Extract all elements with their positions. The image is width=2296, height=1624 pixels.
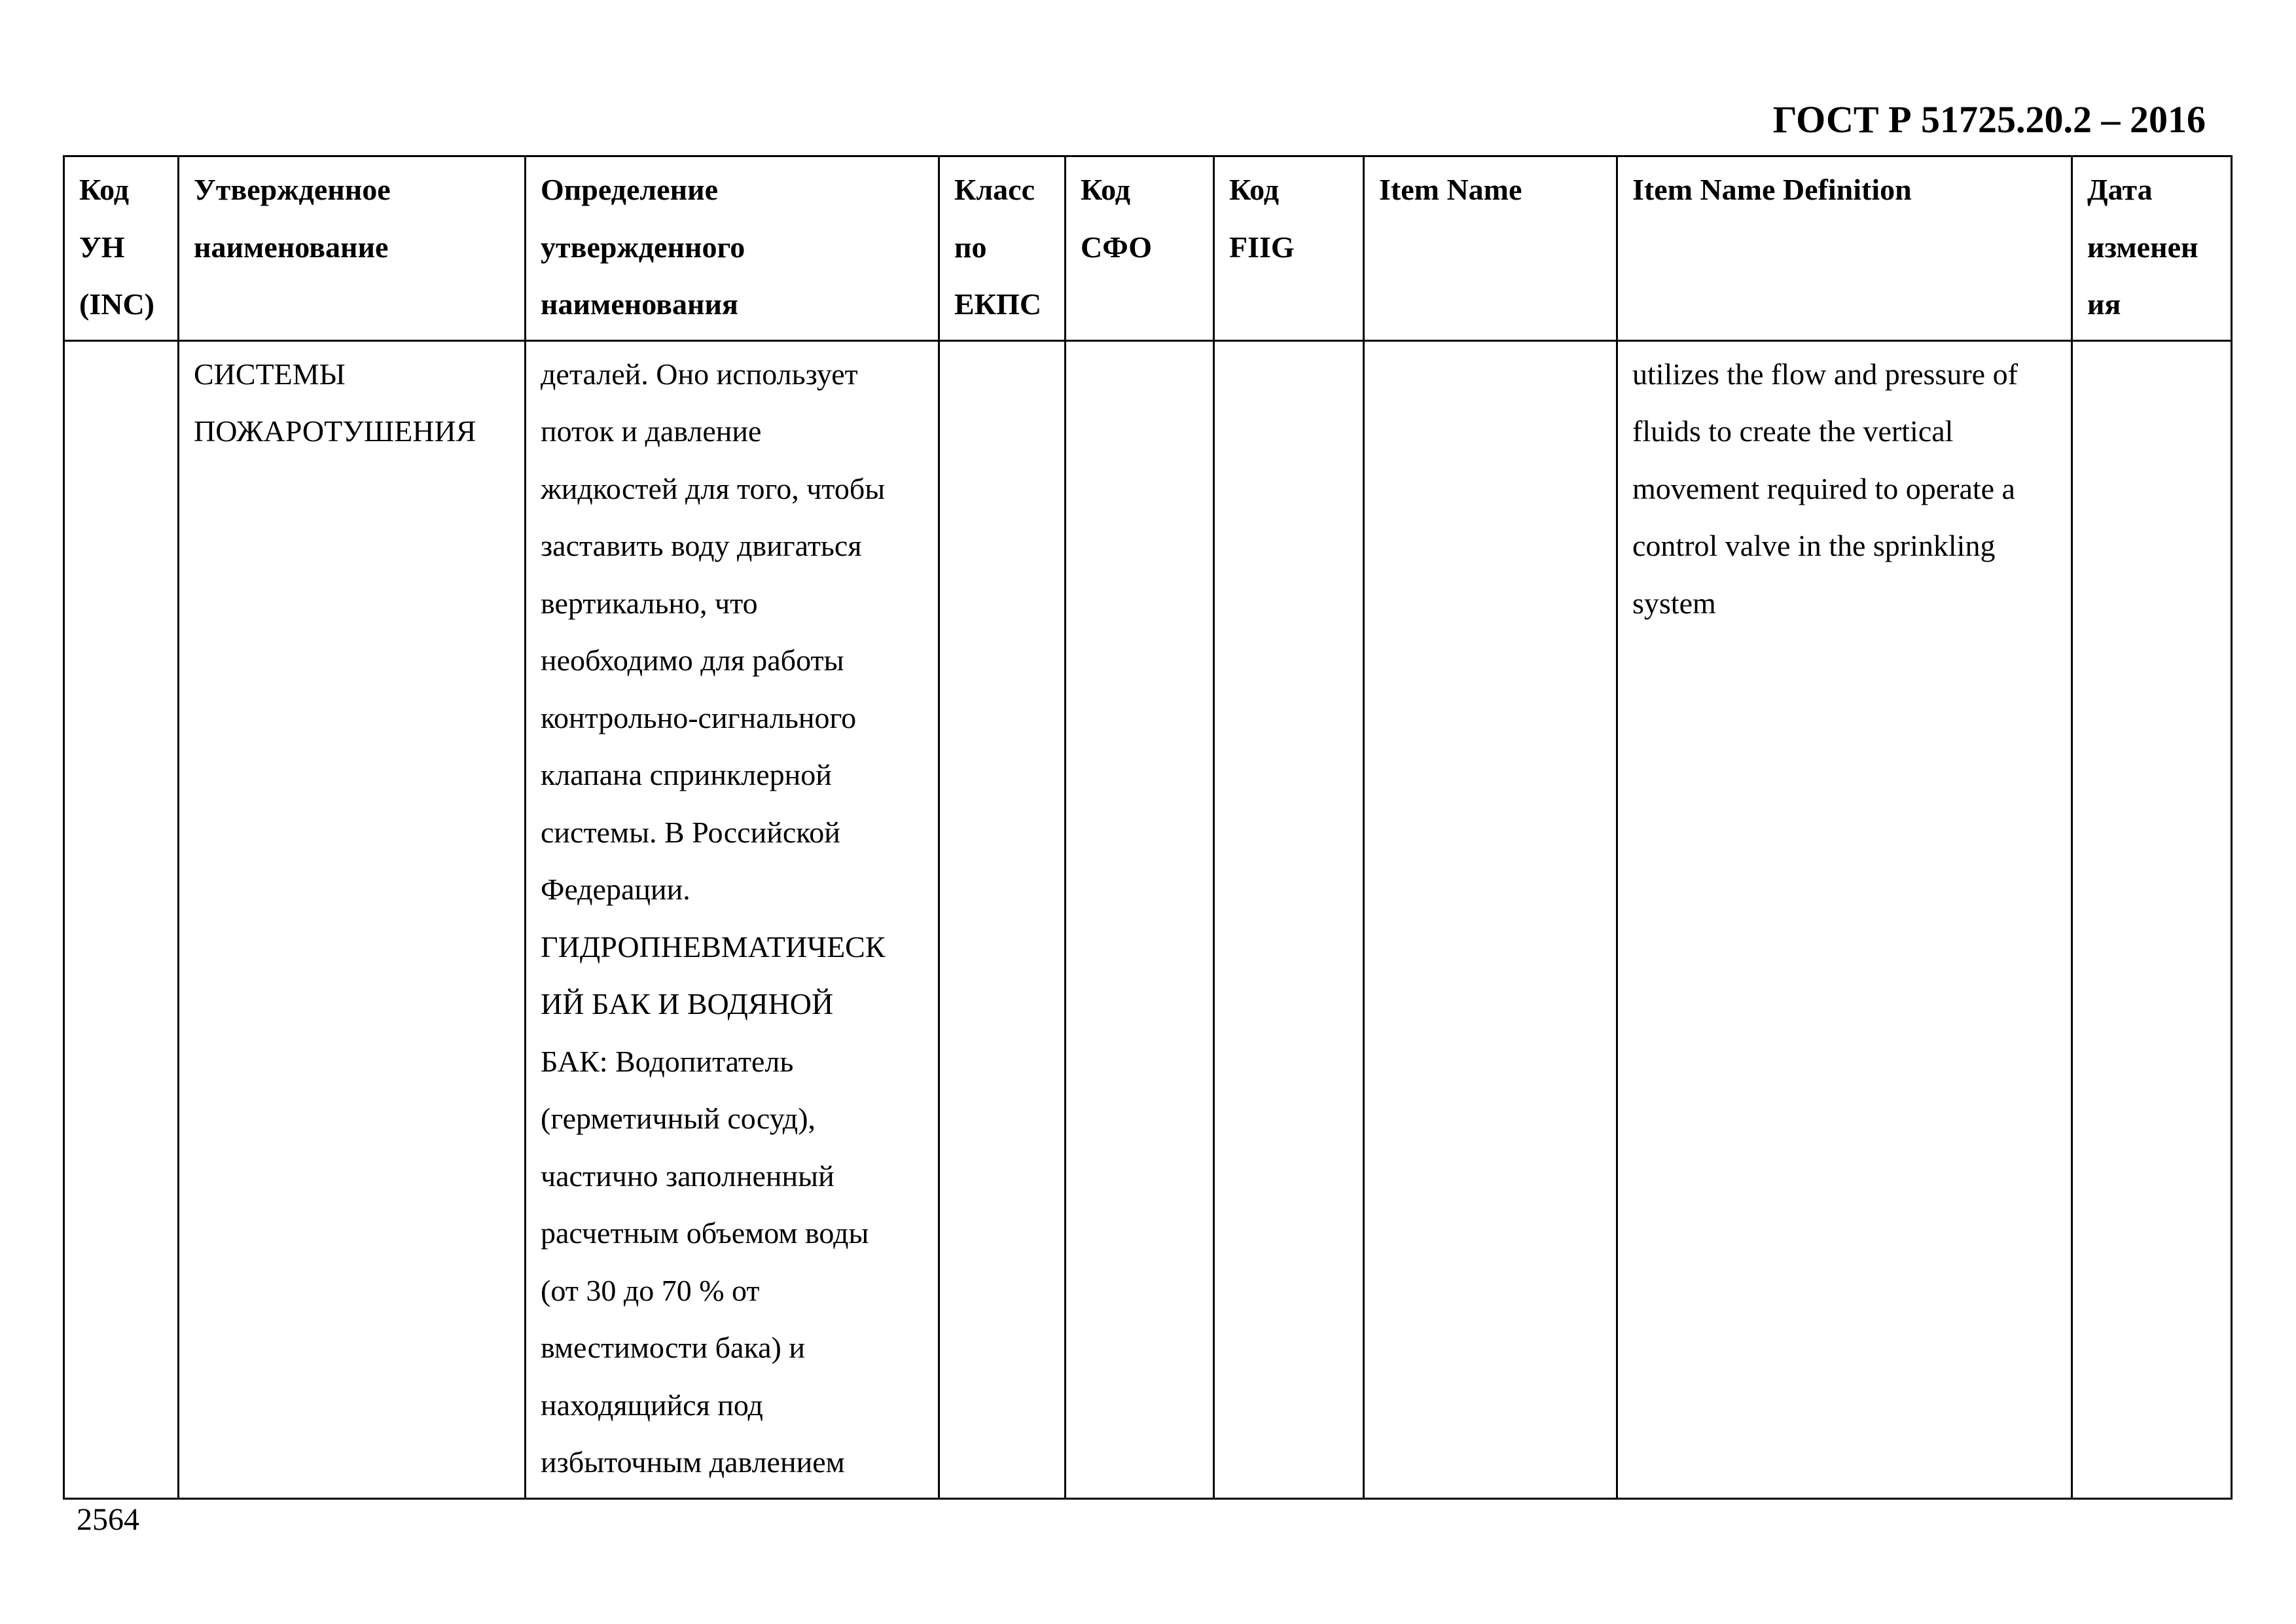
cell-fiig-code: [1214, 340, 1364, 1498]
col-header-definition: Определение утвержденного наименования: [526, 156, 939, 341]
col-header-approved-name: Утвержденное наименование: [179, 156, 526, 341]
cell-item-name-definition: utilizes the flow and pressure of fluids to create the vertical movement required to operate a control valve in the sprinkling system: [1617, 340, 2072, 1498]
page-number: 2564: [77, 1502, 139, 1537]
catalog-table: [63, 155, 2233, 1500]
cell-sfo-code: [1066, 340, 1214, 1498]
col-header-fiig-code: Код FIIG: [1214, 156, 1364, 341]
cell-definition: деталей. Оно использует поток и давление жидкостей для того, чтобы заставить воду двигаться вертикально, что необходимо для работы контрольно-сигнального клапана спринклерной системы. В Российской Федерации. ГИДРОПНЕВМАТИЧЕСК ИЙ БАК И ВОДЯНОЙ БАК: Водопитатель (герметичный сосуд), частично заполненный расчетным объемом воды (от 30 до 70 % от вместимости бака) и находящийся под избыточным давлением: [526, 340, 939, 1498]
cell-item-name: [1364, 340, 1617, 1498]
col-header-sfo-code: Код СФО: [1066, 156, 1214, 341]
table-row: [64, 340, 2232, 1498]
cell-change-date: [2072, 340, 2232, 1498]
cell-approved-name: СИСТЕМЫ ПОЖАРОТУШЕНИЯ: [179, 340, 526, 1498]
cell-ekps-class: [939, 340, 1066, 1498]
col-header-ekps-class: Класс по ЕКПС: [939, 156, 1066, 341]
col-header-change-date: Дата изменен ия: [2072, 156, 2232, 341]
cell-inc-code: [64, 340, 179, 1498]
table-header-row: [64, 156, 2232, 341]
document-header: ГОСТ Р 51725.20.2 – 2016: [1772, 98, 2206, 141]
col-header-inc-code: Код УН (INC): [64, 156, 179, 341]
col-header-item-name-definition: Item Name Definition: [1617, 156, 2072, 341]
col-header-item-name: Item Name: [1364, 156, 1617, 341]
